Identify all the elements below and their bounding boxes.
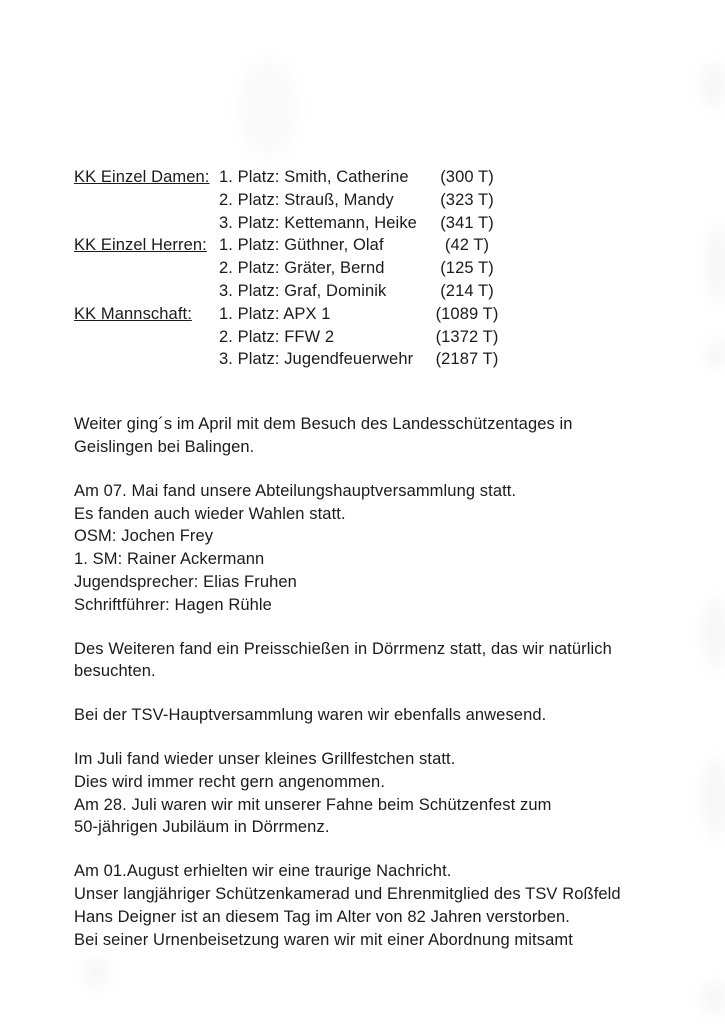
text-line: Im Juli fand wieder unser kleines Grillfestchen statt. bbox=[74, 749, 456, 768]
result-score: (341 T) bbox=[440, 213, 494, 232]
scan-artifact bbox=[704, 340, 725, 368]
text-line: Jugendsprecher: Elias Fruhen bbox=[74, 572, 297, 591]
paragraph bbox=[74, 704, 659, 727]
result-row bbox=[74, 212, 659, 235]
result-entry: 2. Platz: FFW 2 bbox=[219, 327, 335, 346]
result-row bbox=[74, 303, 659, 326]
document-content bbox=[74, 166, 659, 951]
scan-artifact bbox=[702, 758, 725, 838]
paragraph bbox=[74, 638, 659, 684]
text-line: Dies wird immer recht gern angenommen. bbox=[74, 772, 385, 791]
result-entry: 1. Platz: Smith, Catherine bbox=[219, 168, 409, 186]
result-row bbox=[74, 280, 659, 303]
report-paragraphs bbox=[74, 413, 659, 951]
text-line: Des Weiteren fand ein Preisschießen in Dörrmenz statt, das wir natürlich bbox=[74, 639, 612, 658]
text-line: Hans Deigner ist an diesem Tag im Alter von 82 Jahren verstorben. bbox=[74, 907, 570, 926]
text-line: Schriftführer: Hagen Rühle bbox=[74, 595, 272, 614]
scan-artifact bbox=[700, 982, 725, 1016]
scan-artifact bbox=[238, 58, 298, 158]
paragraph bbox=[74, 480, 659, 617]
result-category-label: KK Einzel Herren: bbox=[74, 236, 207, 255]
result-score: (214 T) bbox=[440, 281, 494, 300]
text-line: Bei der TSV-Hauptversammlung waren wir ebenfalls anwesend. bbox=[74, 706, 547, 725]
results-list bbox=[74, 166, 659, 371]
result-row bbox=[74, 189, 659, 212]
result-entry: 1. Platz: APX 1 bbox=[219, 304, 331, 323]
scan-artifact bbox=[84, 958, 110, 988]
text-line: Bei seiner Urnenbeisetzung waren wir mit einer Abordnung mitsamt bbox=[74, 930, 573, 949]
paragraph bbox=[74, 413, 659, 459]
text-line: 1. SM: Rainer Ackermann bbox=[74, 550, 265, 569]
text-line: OSM: Jochen Frey bbox=[74, 527, 214, 546]
text-line: Am 28. Juli waren wir mit unserer Fahne beim Schützenfest zum bbox=[74, 795, 552, 814]
result-entry: 1. Platz: Güthner, Olaf bbox=[219, 236, 384, 255]
paragraph bbox=[74, 748, 659, 839]
result-entry: 2. Platz: Strauß, Mandy bbox=[219, 190, 394, 209]
text-line: Weiter ging´s im April mit dem Besuch des Landesschützentages in bbox=[74, 415, 573, 434]
text-line: 50-jährigen Jubiläum in Dörrmenz. bbox=[74, 818, 330, 837]
result-score: (1372 T) bbox=[435, 327, 499, 346]
result-score: (300 T) bbox=[440, 168, 494, 186]
result-row bbox=[74, 257, 659, 280]
paragraph bbox=[74, 860, 659, 951]
result-category-label: KK Einzel Damen: bbox=[74, 168, 210, 186]
text-line: Unser langjähriger Schützenkamerad und Ehrenmitglied des TSV Roßfeld bbox=[74, 884, 621, 903]
result-score: (125 T) bbox=[440, 259, 494, 278]
result-entry: 3. Platz: Graf, Dominik bbox=[219, 281, 387, 300]
result-entry: 2. Platz: Gräter, Bernd bbox=[219, 259, 385, 278]
result-entry: 3. Platz: Kettemann, Heike bbox=[219, 213, 417, 232]
result-row bbox=[74, 348, 659, 371]
text-line: Es fanden auch wieder Wahlen statt. bbox=[74, 504, 346, 523]
result-score: (323 T) bbox=[440, 190, 494, 209]
scan-artifact bbox=[702, 598, 725, 668]
result-row bbox=[74, 166, 659, 189]
result-score: (42 T) bbox=[444, 236, 490, 255]
text-line: besuchten. bbox=[74, 662, 156, 681]
result-score: (2187 T) bbox=[435, 350, 499, 369]
scan-artifact bbox=[700, 62, 725, 108]
result-category-label: KK Mannschaft: bbox=[74, 304, 192, 323]
text-line: Geislingen bei Balingen. bbox=[74, 437, 255, 456]
text-line: Am 01.August erhielten wir eine traurige Nachricht. bbox=[74, 862, 452, 881]
scan-artifact bbox=[706, 226, 725, 302]
text-line: Am 07. Mai fand unsere Abteilungshauptversammlung statt. bbox=[74, 481, 517, 500]
result-entry: 3. Platz: Jugendfeuerwehr bbox=[219, 350, 414, 369]
result-row bbox=[74, 234, 659, 257]
result-score: (1089 T) bbox=[435, 304, 499, 323]
result-row bbox=[74, 326, 659, 349]
